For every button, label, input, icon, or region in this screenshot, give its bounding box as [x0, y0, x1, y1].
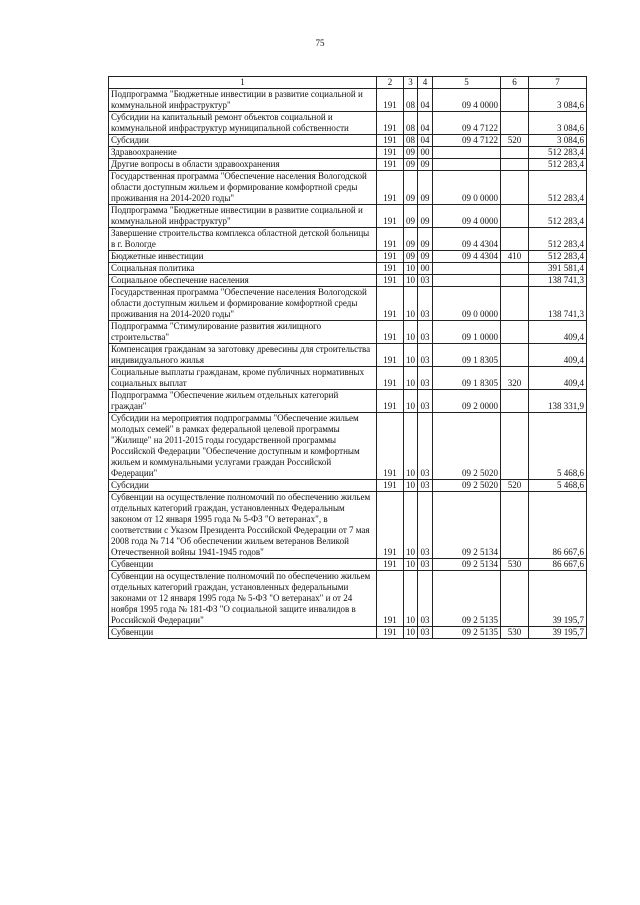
row-sum-cell: 512 283,4 [529, 159, 587, 171]
row-type-cell [501, 275, 529, 287]
row-section-cell: 09 [404, 147, 418, 159]
row-type-cell [501, 321, 529, 344]
table-row [109, 275, 587, 287]
row-subsection-cell: 09 [418, 228, 433, 251]
row-section-cell: 10 [404, 480, 418, 492]
row-name-cell: Здравоохранение [109, 147, 377, 159]
row-admin-cell: 191 [377, 287, 404, 321]
row-admin-cell: 191 [377, 413, 404, 480]
row-type-cell [501, 287, 529, 321]
row-type-cell [501, 413, 529, 480]
row-sum-cell: 5 468,6 [529, 480, 587, 492]
row-section-cell: 10 [404, 321, 418, 344]
row-name-cell: Субсидии на капитальный ремонт объектов социальной и коммунальной инфраструктур муниципальной собственности [109, 112, 377, 135]
row-sum-cell: 512 283,4 [529, 228, 587, 251]
row-target-cell: 09 2 5135 [433, 571, 501, 627]
row-target-cell: 09 2 5134 [433, 559, 501, 571]
table-row [109, 205, 587, 228]
row-admin-cell: 191 [377, 571, 404, 627]
row-target-cell [433, 159, 501, 171]
row-admin-cell: 191 [377, 228, 404, 251]
table-row [109, 112, 587, 135]
row-name-cell: Подпрограмма "Стимулирование развития жилищного строительства" [109, 321, 377, 344]
row-subsection-cell: 03 [418, 321, 433, 344]
column-header: 6 [501, 77, 529, 89]
row-section-cell: 10 [404, 571, 418, 627]
row-type-cell [501, 171, 529, 205]
row-admin-cell: 191 [377, 147, 404, 159]
row-admin-cell: 191 [377, 367, 404, 390]
table-row [109, 390, 587, 413]
row-target-cell: 09 2 5135 [433, 627, 501, 639]
row-admin-cell: 191 [377, 492, 404, 559]
row-admin-cell: 191 [377, 559, 404, 571]
table-row [109, 413, 587, 480]
row-type-cell: 520 [501, 135, 529, 147]
row-subsection-cell: 09 [418, 171, 433, 205]
row-section-cell: 09 [404, 251, 418, 263]
row-target-cell [433, 263, 501, 275]
row-name-cell: Субсидии [109, 480, 377, 492]
row-type-cell: 320 [501, 367, 529, 390]
row-admin-cell: 191 [377, 89, 404, 112]
row-target-cell: 09 0 0000 [433, 287, 501, 321]
row-target-cell: 09 1 8305 [433, 344, 501, 367]
row-type-cell [501, 89, 529, 112]
table-row [109, 627, 587, 639]
row-sum-cell: 138 741,3 [529, 275, 587, 287]
table-row [109, 571, 587, 627]
row-subsection-cell: 00 [418, 147, 433, 159]
row-sum-cell: 409,4 [529, 344, 587, 367]
row-target-cell: 09 0 0000 [433, 171, 501, 205]
row-target-cell: 09 1 8305 [433, 367, 501, 390]
row-section-cell: 10 [404, 344, 418, 367]
row-type-cell: 410 [501, 251, 529, 263]
row-name-cell: Государственная программа "Обеспечение населения Вологодской области доступным жильем и формирование комфортной среды проживания на 2014-2020 годы" [109, 171, 377, 205]
row-subsection-cell: 03 [418, 571, 433, 627]
row-sum-cell: 512 283,4 [529, 205, 587, 228]
row-subsection-cell: 03 [418, 413, 433, 480]
row-section-cell: 10 [404, 367, 418, 390]
column-header: 5 [433, 77, 501, 89]
row-admin-cell: 191 [377, 251, 404, 263]
row-subsection-cell: 03 [418, 275, 433, 287]
table-row [109, 480, 587, 492]
row-name-cell: Бюджетные инвестиции [109, 251, 377, 263]
row-subsection-cell: 03 [418, 344, 433, 367]
column-header: 4 [418, 77, 433, 89]
row-section-cell: 10 [404, 275, 418, 287]
row-subsection-cell: 09 [418, 159, 433, 171]
row-subsection-cell: 03 [418, 492, 433, 559]
row-subsection-cell: 03 [418, 390, 433, 413]
row-type-cell: 530 [501, 627, 529, 639]
row-type-cell [501, 492, 529, 559]
row-subsection-cell: 03 [418, 627, 433, 639]
row-section-cell: 10 [404, 413, 418, 480]
row-section-cell: 10 [404, 390, 418, 413]
column-header: 3 [404, 77, 418, 89]
row-subsection-cell: 00 [418, 263, 433, 275]
row-target-cell: 09 4 7122 [433, 112, 501, 135]
row-name-cell: Другие вопросы в области здравоохранения [109, 159, 377, 171]
row-admin-cell: 191 [377, 627, 404, 639]
row-section-cell: 08 [404, 135, 418, 147]
row-section-cell: 10 [404, 492, 418, 559]
row-admin-cell: 191 [377, 344, 404, 367]
row-sum-cell: 138 741,3 [529, 287, 587, 321]
row-sum-cell: 512 283,4 [529, 147, 587, 159]
table-row [109, 135, 587, 147]
row-subsection-cell: 04 [418, 89, 433, 112]
row-sum-cell: 409,4 [529, 367, 587, 390]
row-sum-cell: 3 084,6 [529, 112, 587, 135]
row-admin-cell: 191 [377, 480, 404, 492]
page-number: 75 [315, 38, 325, 48]
row-sum-cell: 86 667,6 [529, 492, 587, 559]
row-admin-cell: 191 [377, 135, 404, 147]
row-section-cell: 08 [404, 112, 418, 135]
row-subsection-cell: 03 [418, 367, 433, 390]
table-row [109, 251, 587, 263]
row-sum-cell: 5 468,6 [529, 413, 587, 480]
row-sum-cell: 3 084,6 [529, 89, 587, 112]
row-section-cell: 10 [404, 559, 418, 571]
row-section-cell: 08 [404, 89, 418, 112]
row-sum-cell: 39 195,7 [529, 627, 587, 639]
table-header-row [109, 77, 587, 89]
row-target-cell [433, 147, 501, 159]
row-target-cell: 09 2 5020 [433, 413, 501, 480]
row-section-cell: 09 [404, 228, 418, 251]
table-row [109, 228, 587, 251]
row-name-cell: Подпрограмма "Бюджетные инвестиции в развитие социальной и коммунальной инфраструктур" [109, 205, 377, 228]
row-admin-cell: 191 [377, 159, 404, 171]
row-section-cell: 09 [404, 205, 418, 228]
row-type-cell [501, 159, 529, 171]
row-name-cell: Субвенции на осуществление полномочий по обеспечению жильем отдельных категорий граждан, установленных федеральными законами от 12 января 1995 года № 5-ФЗ "О ветеранах" и от 24 ноября 1995 года № 181-ФЗ "О социальной защите инвалидов в Российской Федерации" [109, 571, 377, 627]
row-type-cell: 530 [501, 559, 529, 571]
row-type-cell [501, 263, 529, 275]
row-type-cell: 520 [501, 480, 529, 492]
row-target-cell: 09 1 0000 [433, 321, 501, 344]
row-sum-cell: 391 581,4 [529, 263, 587, 275]
row-subsection-cell: 03 [418, 559, 433, 571]
row-sum-cell: 138 331,9 [529, 390, 587, 413]
column-header: 1 [109, 77, 377, 89]
row-name-cell: Подпрограмма "Бюджетные инвестиции в развитие социальной и коммунальной инфраструктур" [109, 89, 377, 112]
row-sum-cell: 409,4 [529, 321, 587, 344]
row-name-cell: Субвенции [109, 559, 377, 571]
row-target-cell: 09 2 0000 [433, 390, 501, 413]
row-type-cell [501, 112, 529, 135]
row-sum-cell: 39 195,7 [529, 571, 587, 627]
row-type-cell [501, 390, 529, 413]
row-admin-cell: 191 [377, 390, 404, 413]
table-row [109, 89, 587, 112]
table-row [109, 321, 587, 344]
row-target-cell: 09 4 4304 [433, 228, 501, 251]
row-name-cell: Субсидии на мероприятия подпрограммы "Обеспечение жильем молодых семей" в рамках федеральной целевой программы "Жилище" на 2011-2015 годы государственной программы Российской Федерации "Обеспечение доступным и комфортным жильем и коммунальными услугами граждан Российской Федерации" [109, 413, 377, 480]
row-subsection-cell: 03 [418, 287, 433, 321]
row-admin-cell: 191 [377, 321, 404, 344]
row-target-cell: 09 4 7122 [433, 135, 501, 147]
column-header: 2 [377, 77, 404, 89]
row-admin-cell: 191 [377, 112, 404, 135]
row-name-cell: Социальная политика [109, 263, 377, 275]
row-subsection-cell: 09 [418, 205, 433, 228]
row-admin-cell: 191 [377, 263, 404, 275]
row-target-cell: 09 2 5020 [433, 480, 501, 492]
row-section-cell: 10 [404, 287, 418, 321]
column-header: 7 [529, 77, 587, 89]
row-target-cell: 09 4 0000 [433, 205, 501, 228]
row-name-cell: Субвенции на осуществление полномочий по обеспечению жильем отдельных категорий граждан, установленных Федеральным законом от 12 января 1995 года № 5-ФЗ "О ветеранах", в соответствии с Указом Президента Российской Федерации от 7 мая 2008 года № 714 "Об обеспечении жильем ветеранов Великой Отечественной войны 1941-1945 годов" [109, 492, 377, 559]
row-type-cell [501, 571, 529, 627]
table-row [109, 559, 587, 571]
row-name-cell: Завершение строительства комплекса областной детской больницы в г. Вологде [109, 228, 377, 251]
row-section-cell: 09 [404, 159, 418, 171]
table-row [109, 171, 587, 205]
row-subsection-cell: 09 [418, 251, 433, 263]
table-row [109, 344, 587, 367]
row-name-cell: Подпрограмма "Обеспечение жильем отдельных категорий граждан" [109, 390, 377, 413]
table-row [109, 263, 587, 275]
row-target-cell: 09 4 0000 [433, 89, 501, 112]
row-target-cell [433, 275, 501, 287]
row-sum-cell: 86 667,6 [529, 559, 587, 571]
row-type-cell [501, 228, 529, 251]
table-row [109, 367, 587, 390]
table-row [109, 147, 587, 159]
row-admin-cell: 191 [377, 275, 404, 287]
row-section-cell: 10 [404, 627, 418, 639]
row-section-cell: 10 [404, 263, 418, 275]
row-section-cell: 09 [404, 171, 418, 205]
row-type-cell [501, 344, 529, 367]
row-name-cell: Компенсация гражданам за заготовку древесины для строительства индивидуального жилья [109, 344, 377, 367]
table-row [109, 492, 587, 559]
budget-table [108, 76, 587, 639]
row-target-cell: 09 2 5134 [433, 492, 501, 559]
row-name-cell: Государственная программа "Обеспечение населения Вологодской области доступным жильем и формирование комфортной среды проживания на 2014-2020 годы" [109, 287, 377, 321]
row-subsection-cell: 04 [418, 135, 433, 147]
row-name-cell: Социальное обеспечение населения [109, 275, 377, 287]
row-subsection-cell: 03 [418, 480, 433, 492]
row-admin-cell: 191 [377, 171, 404, 205]
row-sum-cell: 512 283,4 [529, 251, 587, 263]
table-row [109, 159, 587, 171]
row-name-cell: Субвенции [109, 627, 377, 639]
row-target-cell: 09 4 4304 [433, 251, 501, 263]
row-sum-cell: 512 283,4 [529, 171, 587, 205]
row-subsection-cell: 04 [418, 112, 433, 135]
row-admin-cell: 191 [377, 205, 404, 228]
table-row [109, 287, 587, 321]
row-type-cell [501, 147, 529, 159]
row-type-cell [501, 205, 529, 228]
row-name-cell: Субсидии [109, 135, 377, 147]
row-sum-cell: 3 084,6 [529, 135, 587, 147]
row-name-cell: Социальные выплаты гражданам, кроме публичных нормативных социальных выплат [109, 367, 377, 390]
